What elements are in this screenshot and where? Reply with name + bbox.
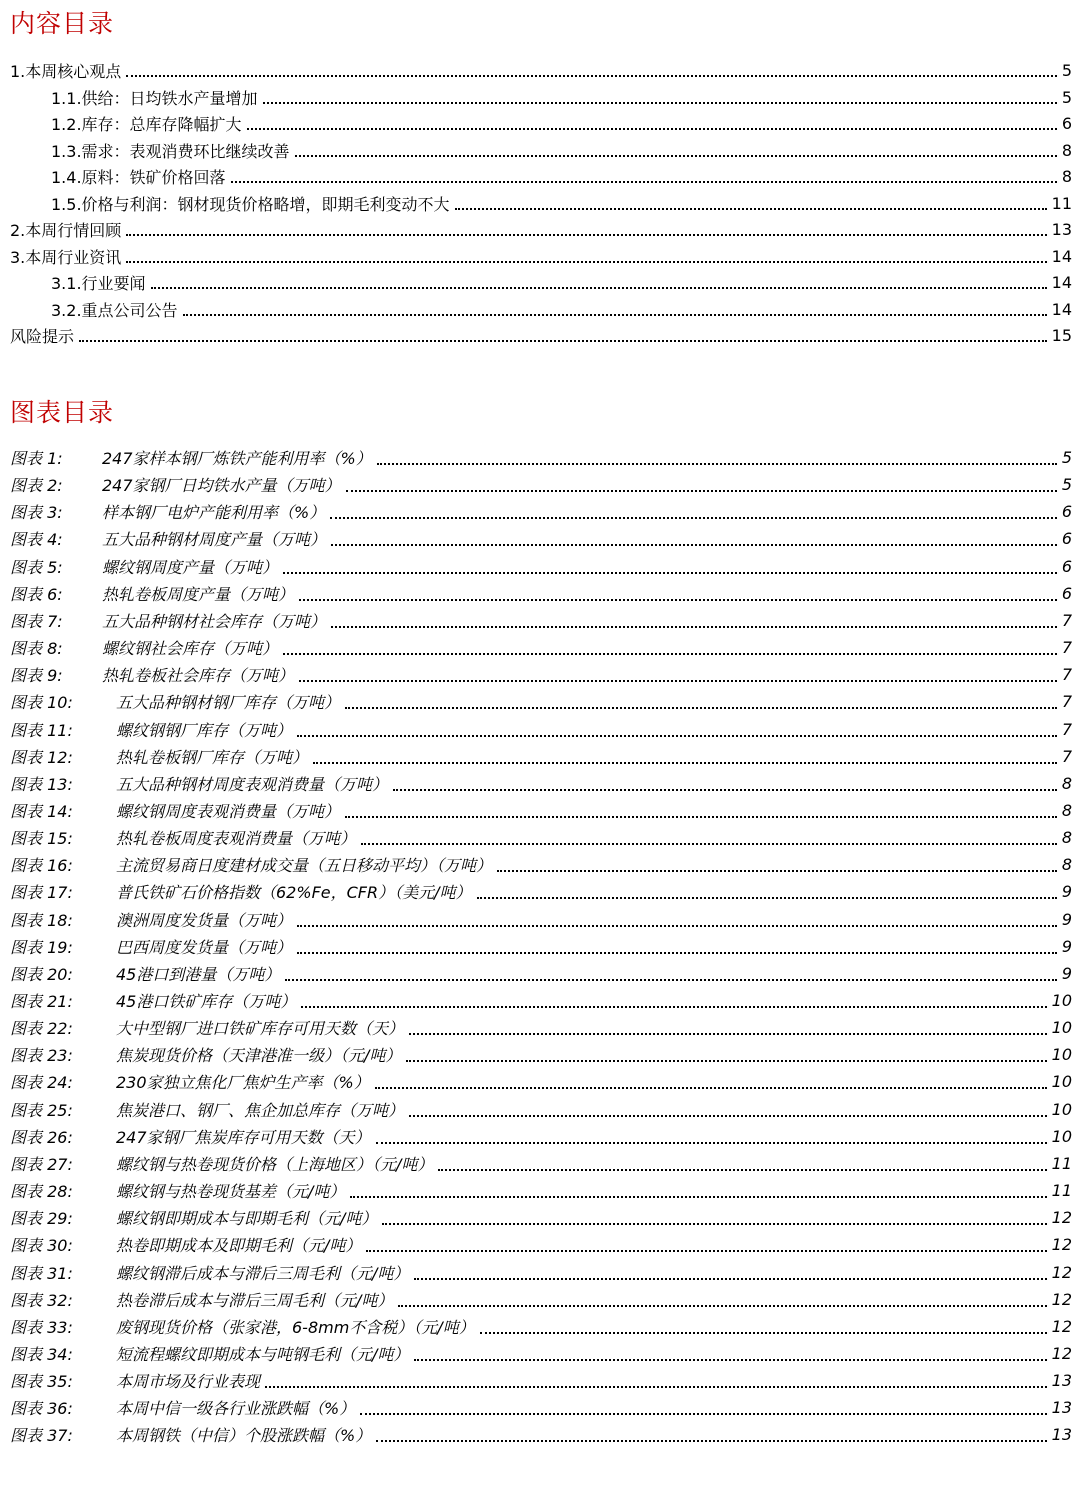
figure-entry-label: 螺纹钢与热卷现货基差（元/吨） xyxy=(116,1182,346,1201)
figure-entry-number: 图表 26: xyxy=(10,1128,73,1147)
figure-entry-label: 螺纹钢周度表观消费量（万吨） xyxy=(116,802,341,821)
figure-entry[interactable] xyxy=(10,688,1072,715)
figure-entry-label: 热卷滞后成本与滞后三周毛利（元/吨） xyxy=(116,1291,394,1310)
figure-entry-page: 7 xyxy=(1061,692,1072,711)
dot-leader xyxy=(331,531,1057,547)
figure-entry-page: 10 xyxy=(1051,1127,1072,1146)
figure-entry-page: 11 xyxy=(1051,1181,1072,1200)
figure-entry-number: 图表 4: xyxy=(10,530,63,549)
figure-entry[interactable] xyxy=(10,770,1072,797)
figure-entry[interactable] xyxy=(10,444,1072,471)
figure-entry-label: 短流程螺纹即期成本与吨钢毛利（元/吨） xyxy=(116,1345,410,1364)
toc-entry-page: 14 xyxy=(1051,246,1072,266)
figure-entry[interactable] xyxy=(10,743,1072,770)
figure-entry-page: 8 xyxy=(1061,828,1072,847)
figure-entry[interactable] xyxy=(10,960,1072,987)
figure-entry-label: 澳洲周度发货量（万吨） xyxy=(116,911,293,930)
figure-entry[interactable] xyxy=(10,634,1072,661)
figure-entry[interactable] xyxy=(10,906,1072,933)
figure-entry-page: 10 xyxy=(1051,991,1072,1010)
figure-entry-page: 13 xyxy=(1051,1398,1072,1417)
figure-entry-number: 图表 34: xyxy=(10,1345,73,1364)
dot-leader xyxy=(376,1427,1046,1443)
figure-entry[interactable] xyxy=(10,878,1072,905)
dot-leader xyxy=(297,912,1057,928)
dot-leader xyxy=(414,1265,1046,1281)
figure-entry-page: 7 xyxy=(1061,638,1072,657)
dot-leader xyxy=(283,559,1057,575)
figure-entry-label: 废钢现货价格（张家港，6-8mm不含税）（元/吨） xyxy=(116,1318,475,1337)
figure-entry-page: 5 xyxy=(1061,475,1072,494)
figure-entry-label: 本周中信一级各行业涨跌幅（%） xyxy=(116,1399,356,1418)
dot-leader xyxy=(406,1047,1046,1063)
figure-entry-label: 螺纹钢滞后成本与滞后三周毛利（元/吨） xyxy=(116,1264,410,1283)
dot-leader xyxy=(382,1210,1046,1226)
toc-entry[interactable] xyxy=(10,216,1072,242)
figure-entry-label: 45港口到港量（万吨） xyxy=(116,965,281,984)
figure-entry[interactable] xyxy=(10,851,1072,878)
dot-leader xyxy=(151,274,1047,290)
dot-leader xyxy=(126,221,1046,237)
dot-leader xyxy=(126,62,1057,78)
dot-leader xyxy=(350,1183,1046,1199)
toc-entry-page: 13 xyxy=(1051,219,1072,239)
figure-entry[interactable] xyxy=(10,1204,1072,1231)
figure-entry[interactable] xyxy=(10,824,1072,851)
figure-entry-label: 热卷即期成本及即期毛利（元/吨） xyxy=(116,1236,362,1255)
toc-entry-page: 8 xyxy=(1061,166,1072,186)
figure-entry-number: 图表 1: xyxy=(10,449,63,468)
figure-entry-number: 图表 15: xyxy=(10,829,73,848)
figure-entry[interactable] xyxy=(10,1367,1072,1394)
figure-entry-page: 10 xyxy=(1051,1018,1072,1037)
figure-entry-page: 13 xyxy=(1051,1425,1072,1444)
toc-entry-label: 3.1.行业要闻 xyxy=(51,273,146,293)
toc-entry[interactable] xyxy=(10,322,1072,348)
dot-leader xyxy=(345,803,1057,819)
figure-entry-label: 热轧卷板钢厂库存（万吨） xyxy=(116,748,309,767)
figure-entry-number: 图表 6: xyxy=(10,585,63,604)
figure-entry-number: 图表 13: xyxy=(10,775,73,794)
figure-entry-page: 10 xyxy=(1051,1045,1072,1064)
toc-entry-page: 11 xyxy=(1051,193,1072,213)
dot-leader xyxy=(263,89,1057,105)
dot-leader xyxy=(301,993,1046,1009)
figure-entry[interactable] xyxy=(10,1177,1072,1204)
figure-entry[interactable] xyxy=(10,1014,1072,1041)
figure-entry[interactable] xyxy=(10,933,1072,960)
dot-leader xyxy=(345,694,1057,710)
figure-entry[interactable] xyxy=(10,661,1072,688)
figure-entry-number: 图表 7: xyxy=(10,612,63,631)
figure-entry[interactable] xyxy=(10,1286,1072,1313)
dot-leader xyxy=(375,1074,1047,1090)
figure-entry-label: 230家独立焦化厂焦炉生产率（%） xyxy=(116,1073,370,1092)
figure-entry-page: 12 xyxy=(1051,1290,1072,1309)
toc-entry-label: 风险提示 xyxy=(10,326,75,346)
toc-entry[interactable] xyxy=(51,110,1072,136)
toc-entry[interactable] xyxy=(51,269,1072,295)
dot-leader xyxy=(366,1237,1046,1253)
dot-leader xyxy=(231,168,1057,184)
figure-entry-number: 图表 5: xyxy=(10,558,63,577)
figure-entry-page: 5 xyxy=(1061,448,1072,467)
figure-entry-label: 螺纹钢与热卷现货价格（上海地区）（元/吨） xyxy=(116,1155,434,1174)
figure-entry-number: 图表 29: xyxy=(10,1209,73,1228)
figure-entry-number: 图表 3: xyxy=(10,503,63,522)
figure-entry-number: 图表 17: xyxy=(10,883,73,902)
dot-leader xyxy=(331,613,1057,629)
figure-entry-number: 图表 31: xyxy=(10,1264,73,1283)
figure-entry-number: 图表 16: xyxy=(10,856,73,875)
dot-leader xyxy=(393,776,1057,792)
figure-entry-label: 本周钢铁（中信）个股涨跌幅（%） xyxy=(116,1426,372,1445)
figure-entry[interactable] xyxy=(10,471,1072,498)
toc-entry-page: 5 xyxy=(1061,60,1072,80)
toc-entry[interactable] xyxy=(51,84,1072,110)
toc-entry[interactable] xyxy=(10,243,1072,269)
dot-leader xyxy=(313,749,1057,765)
dot-leader xyxy=(409,1020,1047,1036)
dot-leader xyxy=(455,195,1047,211)
dot-leader xyxy=(360,1400,1046,1416)
figures-title: 图表目录 xyxy=(10,398,115,427)
figure-entry-label: 247家钢厂日均铁水产量（万吨） xyxy=(102,476,341,495)
toc-entry[interactable] xyxy=(51,163,1072,189)
figure-entry-page: 9 xyxy=(1061,910,1072,929)
toc-entry-page: 6 xyxy=(1061,113,1072,133)
figure-entry-label: 螺纹钢即期成本与即期毛利（元/吨） xyxy=(116,1209,378,1228)
toc-entry-page: 5 xyxy=(1061,87,1072,107)
figure-entry-page: 7 xyxy=(1061,611,1072,630)
dot-leader xyxy=(297,939,1057,955)
figure-entry-page: 7 xyxy=(1061,720,1072,739)
figure-entry[interactable] xyxy=(10,1231,1072,1258)
toc-entry[interactable] xyxy=(51,190,1072,216)
dot-leader xyxy=(285,966,1056,982)
figure-entry-number: 图表 21: xyxy=(10,992,73,1011)
figure-entry[interactable] xyxy=(10,797,1072,824)
dot-leader xyxy=(409,1102,1047,1118)
figure-entry-page: 10 xyxy=(1051,1072,1072,1091)
toc-entry-label: 1.1.供给：日均铁水产量增加 xyxy=(51,88,258,108)
dot-leader xyxy=(330,504,1057,520)
figure-entry-number: 图表 27: xyxy=(10,1155,73,1174)
figure-entry-label: 焦炭港口、钢厂、焦企加总库存（万吨） xyxy=(116,1101,405,1120)
toc-entry[interactable] xyxy=(51,296,1072,322)
figure-entry[interactable] xyxy=(10,1123,1072,1150)
figure-entry[interactable] xyxy=(10,1096,1072,1123)
dot-leader xyxy=(414,1346,1046,1362)
figure-entry-label: 热轧卷板周度表观消费量（万吨） xyxy=(116,829,357,848)
dot-leader xyxy=(480,1319,1047,1335)
figure-entry[interactable] xyxy=(10,716,1072,743)
figure-entry-number: 图表 20: xyxy=(10,965,73,984)
toc-entry-page: 14 xyxy=(1051,299,1072,319)
figure-entry-number: 图表 23: xyxy=(10,1046,73,1065)
figure-entry-page: 11 xyxy=(1051,1154,1072,1173)
dot-leader xyxy=(377,450,1057,466)
figure-entry-label: 五大品种钢材周度表观消费量（万吨） xyxy=(116,775,389,794)
figure-entry-label: 焦炭现货价格（天津港准一级）（元/吨） xyxy=(116,1046,402,1065)
figure-entry-number: 图表 19: xyxy=(10,938,73,957)
figure-entry-number: 图表 8: xyxy=(10,639,63,658)
toc-entry-label: 1.3.需求：表观消费环比继续改善 xyxy=(51,141,290,161)
figure-entry-page: 6 xyxy=(1061,557,1072,576)
figure-entry-label: 热轧卷板社会库存（万吨） xyxy=(102,666,295,685)
figure-entry-number: 图表 12: xyxy=(10,748,73,767)
figure-entry-label: 247家钢厂焦炭库存可用天数（天） xyxy=(116,1128,371,1147)
figure-entry-label: 247家样本钢厂炼铁产能利用率（%） xyxy=(102,449,372,468)
dot-leader xyxy=(295,142,1057,158)
figure-entry-page: 12 xyxy=(1051,1317,1072,1336)
dot-leader xyxy=(126,248,1046,264)
figure-entry-page: 8 xyxy=(1061,855,1072,874)
dot-leader xyxy=(376,1129,1047,1145)
figure-entry-page: 9 xyxy=(1061,882,1072,901)
dot-leader xyxy=(346,477,1057,493)
figure-entry[interactable] xyxy=(10,1150,1072,1177)
figure-entry-label: 45港口铁矿库存（万吨） xyxy=(116,992,297,1011)
figure-entry-number: 图表 25: xyxy=(10,1101,73,1120)
toc-entry-label: 1.4.原料：铁矿价格回落 xyxy=(51,167,226,187)
figure-entry-label: 主流贸易商日度建材成交量（五日移动平均）（万吨） xyxy=(116,856,493,875)
figure-entry[interactable] xyxy=(10,1068,1072,1095)
toc-entry-label: 1.本周核心观点 xyxy=(10,61,122,81)
figure-entry-label: 大中型钢厂进口铁矿库存可用天数（天） xyxy=(116,1019,405,1038)
dot-leader xyxy=(247,115,1057,131)
figure-entry-page: 6 xyxy=(1061,584,1072,603)
figure-entry[interactable] xyxy=(10,1041,1072,1068)
figure-entry-page: 12 xyxy=(1051,1235,1072,1254)
figure-entry-number: 图表 14: xyxy=(10,802,73,821)
figure-entry-number: 图表 35: xyxy=(10,1372,73,1391)
dot-leader xyxy=(438,1156,1046,1172)
dot-leader xyxy=(477,884,1057,900)
figure-entry-number: 图表 32: xyxy=(10,1291,73,1310)
figure-entry-label: 热轧卷板周度产量（万吨） xyxy=(102,585,295,604)
figure-entry-label: 本周市场及行业表现 xyxy=(116,1372,261,1391)
figure-entry-page: 9 xyxy=(1061,937,1072,956)
toc-entry-label: 1.5.价格与利润：钢材现货价格略增，即期毛利变动不大 xyxy=(51,194,450,214)
figure-entry[interactable] xyxy=(10,1313,1072,1340)
dot-leader xyxy=(361,830,1057,846)
toc-entry-page: 14 xyxy=(1051,272,1072,292)
figure-entry-number: 图表 18: xyxy=(10,911,73,930)
contents-title: 内容目录 xyxy=(10,9,115,38)
figure-entry-number: 图表 10: xyxy=(10,693,73,712)
figure-entry-label: 普氏铁矿石价格指数（62%Fe，CFR）（美元/吨） xyxy=(116,883,472,902)
figure-entry[interactable] xyxy=(10,987,1072,1014)
figure-entry-number: 图表 11: xyxy=(10,721,73,740)
figure-entry-page: 7 xyxy=(1061,665,1072,684)
figure-entry-label: 螺纹钢钢厂库存（万吨） xyxy=(116,721,293,740)
figure-entry-number: 图表 28: xyxy=(10,1182,73,1201)
figure-entry-label: 螺纹钢社会库存（万吨） xyxy=(102,639,279,658)
figure-entry[interactable] xyxy=(10,525,1072,552)
toc-entry-label: 1.2.库存：总库存降幅扩大 xyxy=(51,114,242,134)
figure-entry-label: 五大品种钢材钢厂库存（万吨） xyxy=(116,693,341,712)
dot-leader xyxy=(299,586,1057,602)
figure-entry[interactable] xyxy=(10,1259,1072,1286)
toc-entry-label: 2.本周行情回顾 xyxy=(10,220,122,240)
dot-leader xyxy=(497,857,1057,873)
dot-leader xyxy=(183,301,1047,317)
figure-entry-number: 图表 37: xyxy=(10,1426,73,1445)
toc-entry[interactable] xyxy=(10,57,1072,83)
figure-entry-number: 图表 9: xyxy=(10,666,63,685)
figure-entry[interactable] xyxy=(10,1394,1072,1421)
figure-entry-number: 图表 2: xyxy=(10,476,63,495)
figure-entry-number: 图表 22: xyxy=(10,1019,73,1038)
figure-entry-page: 12 xyxy=(1051,1344,1072,1363)
toc-entry-page: 15 xyxy=(1051,325,1072,345)
toc-entry-label: 3.2.重点公司公告 xyxy=(51,300,178,320)
toc-entry[interactable] xyxy=(51,137,1072,163)
figure-entry[interactable] xyxy=(10,580,1072,607)
figure-entry-number: 图表 36: xyxy=(10,1399,73,1418)
figure-entry-number: 图表 33: xyxy=(10,1318,73,1337)
toc-entry-label: 3.本周行业资讯 xyxy=(10,247,122,267)
figure-entry-page: 6 xyxy=(1061,502,1072,521)
figure-entry-label: 螺纹钢周度产量（万吨） xyxy=(102,558,279,577)
figure-entry-page: 7 xyxy=(1061,747,1072,766)
dot-leader xyxy=(398,1292,1046,1308)
figure-entry[interactable] xyxy=(10,607,1072,634)
dot-leader xyxy=(297,722,1057,738)
figure-entry[interactable] xyxy=(10,498,1072,525)
figure-entry[interactable] xyxy=(10,1421,1072,1448)
figure-entry[interactable] xyxy=(10,1340,1072,1367)
figure-entry-page: 10 xyxy=(1051,1100,1072,1119)
figure-entry-page: 8 xyxy=(1061,801,1072,820)
dot-leader xyxy=(265,1373,1047,1389)
figure-entry-page: 12 xyxy=(1051,1263,1072,1282)
figure-entry-page: 6 xyxy=(1061,529,1072,548)
figure-entry-page: 12 xyxy=(1051,1208,1072,1227)
figure-entry-label: 巴西周度发货量（万吨） xyxy=(116,938,293,957)
figure-entry-number: 图表 30: xyxy=(10,1236,73,1255)
figure-entry-label: 五大品种钢材社会库存（万吨） xyxy=(102,612,327,631)
figure-entry-number: 图表 24: xyxy=(10,1073,73,1092)
figure-entry-page: 8 xyxy=(1061,774,1072,793)
figure-entry-page: 13 xyxy=(1051,1371,1072,1390)
figure-entry[interactable] xyxy=(10,553,1072,580)
dot-leader xyxy=(283,640,1057,656)
dot-leader xyxy=(299,667,1057,683)
dot-leader xyxy=(79,327,1047,343)
toc-entry-page: 8 xyxy=(1061,140,1072,160)
figure-entry-label: 五大品种钢材周度产量（万吨） xyxy=(102,530,327,549)
figure-entry-label: 样本钢厂电炉产能利用率（%） xyxy=(102,503,326,522)
figure-entry-page: 9 xyxy=(1061,964,1072,983)
